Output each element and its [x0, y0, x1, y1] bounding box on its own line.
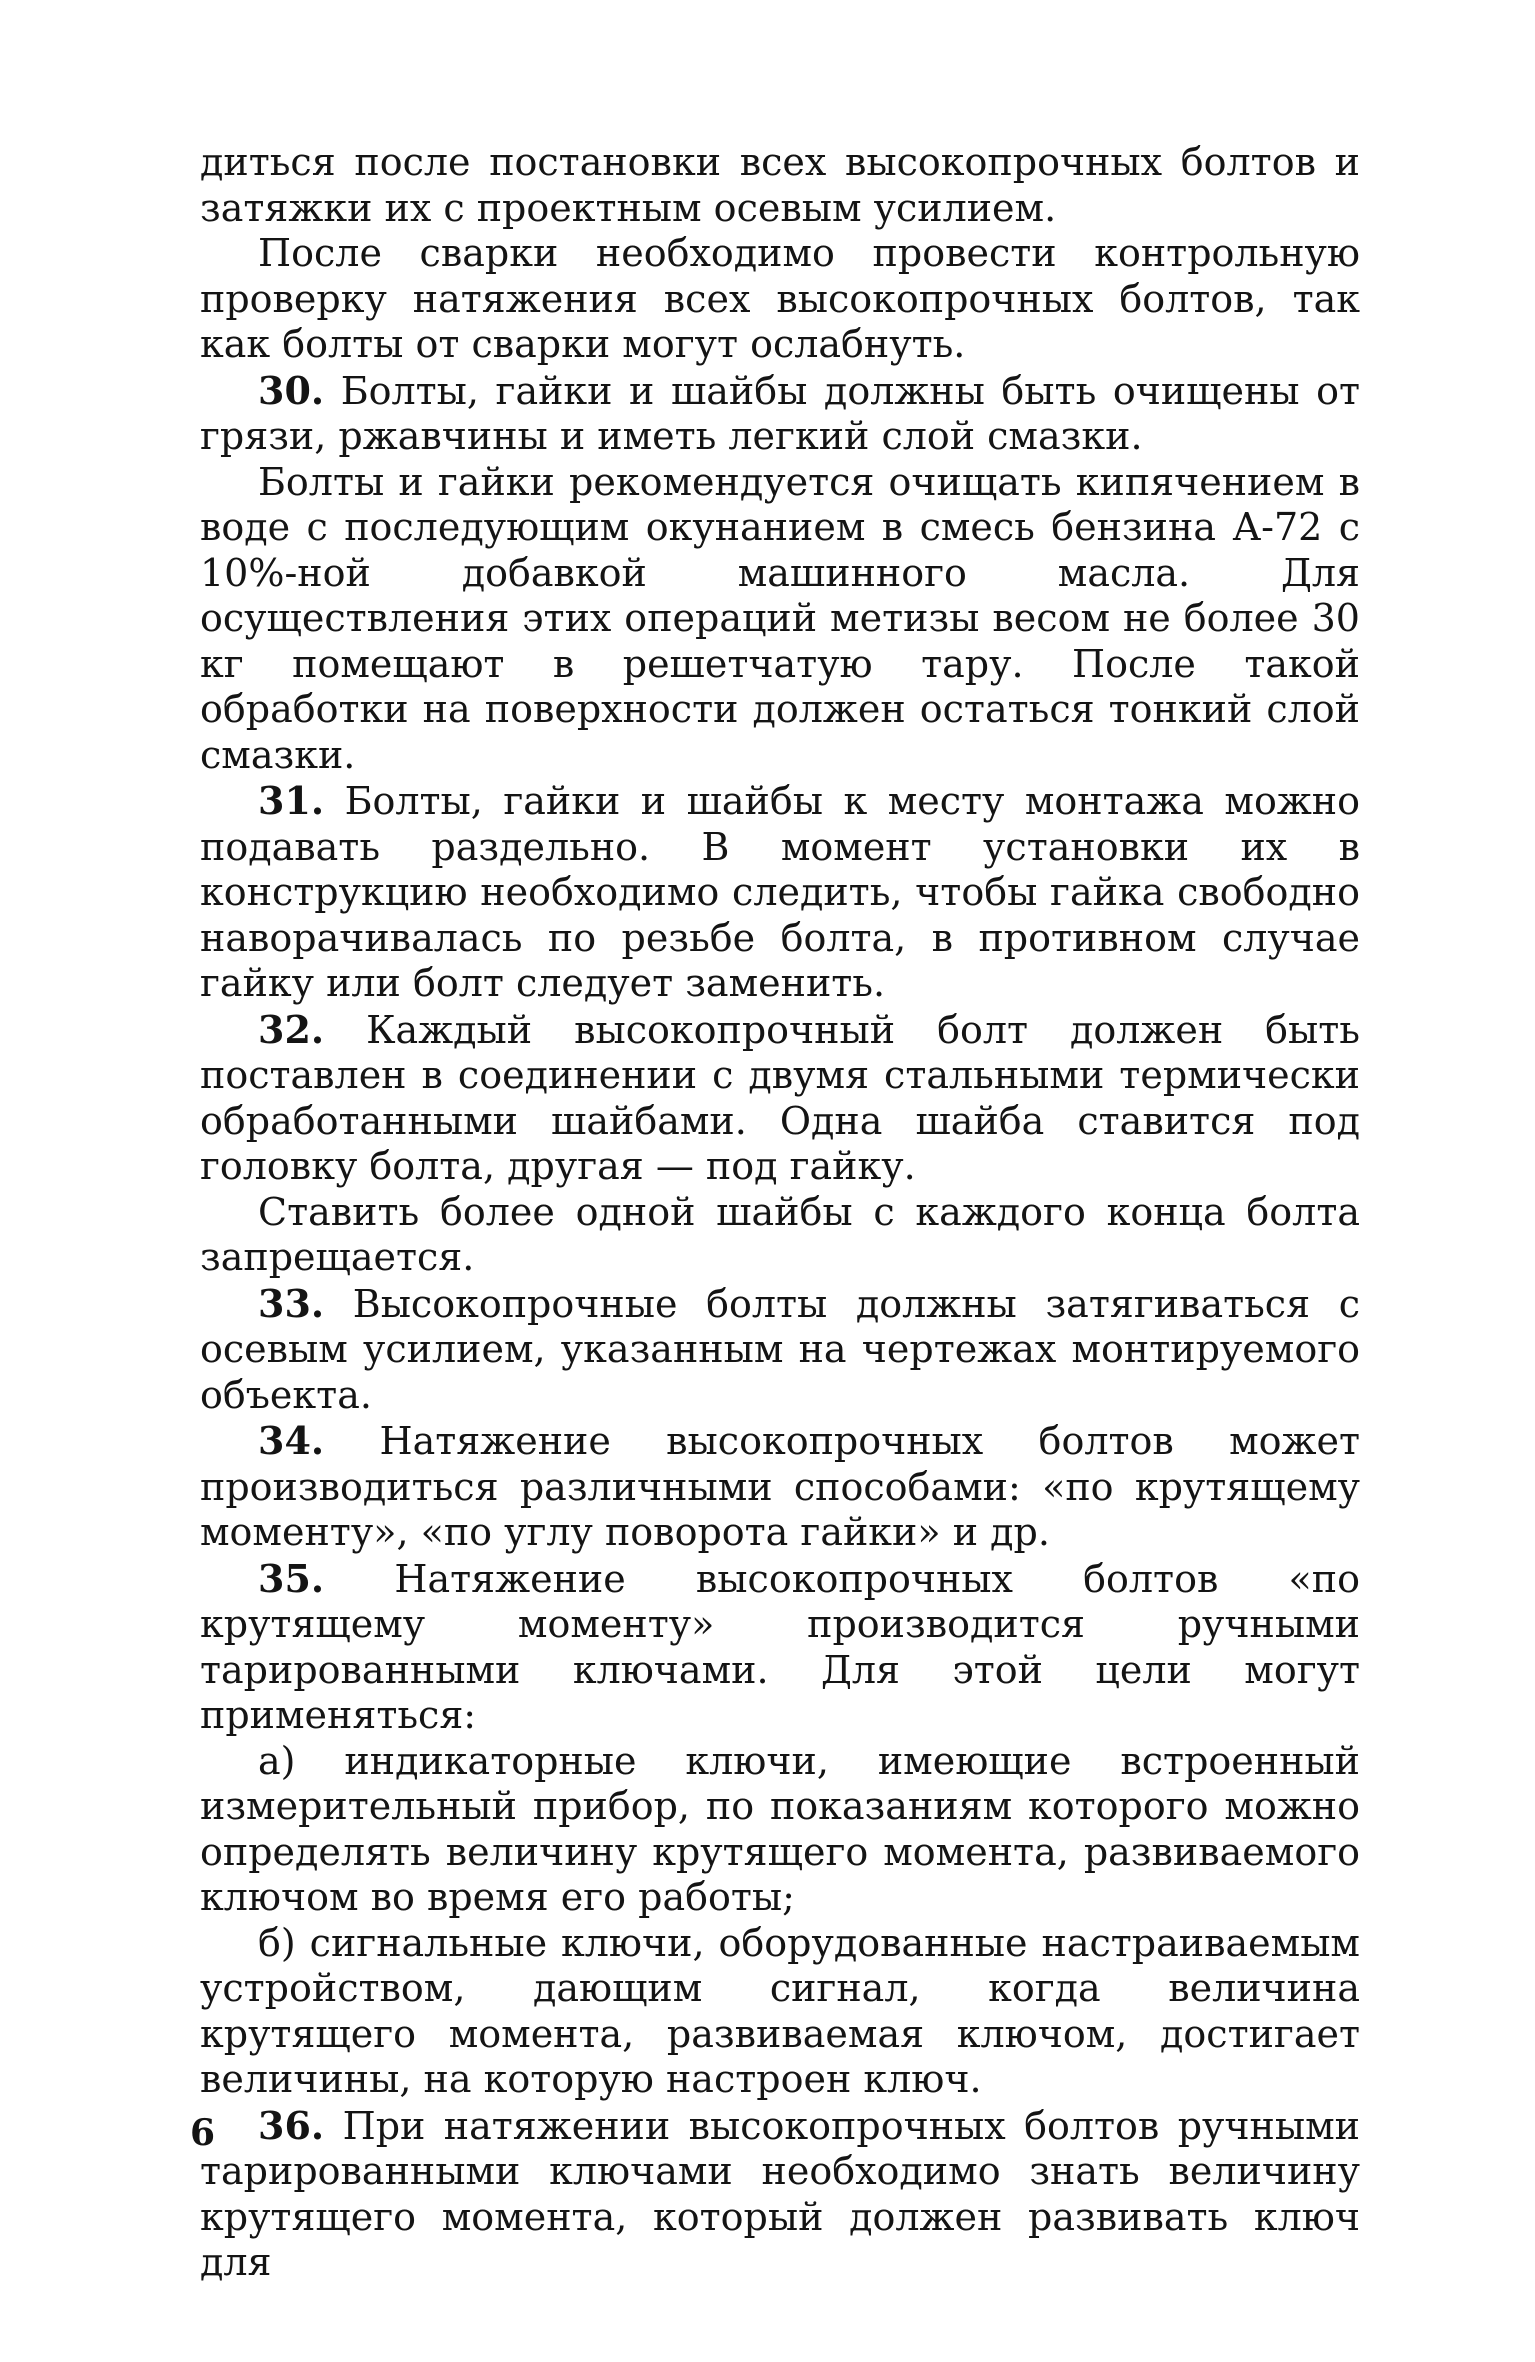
paragraph-text: Болты, гайки и шайбы должны быть очищены от грязи, ржавчины и иметь легкий слой смазки.: [200, 368, 1360, 458]
paragraph-number: 35.: [258, 1555, 325, 1601]
paragraph-number: 34.: [258, 1418, 325, 1463]
paragraph-34: [200, 1418, 1360, 1556]
paragraph-number: 36.: [258, 2102, 325, 2148]
paragraph-text: Каждый высокопрочный болт должен быть поставлен в соединении с двумя стальными термически обработанными шайбами. Одна шайба ставится под головку болта, другая — под гайку.: [200, 1007, 1360, 1188]
paragraph-30: [200, 368, 1360, 460]
paragraph-text: При натяжении высокопрочных болтов ручными тарированными ключами необходимо знать величину крутящего момента, который должен развивать ключ для: [200, 2103, 1360, 2284]
paragraph-text: Высокопрочные болты должны затягиваться с осевым усилием, указанным на чертежах монтируемого объекта.: [200, 1281, 1360, 1417]
paragraph-number: 33.: [258, 1280, 325, 1326]
paragraph-number: 32.: [258, 1006, 325, 1052]
paragraph-31: [200, 778, 1360, 1007]
paragraph-35: [200, 1556, 1360, 1739]
paragraph-number: 30.: [258, 367, 325, 413]
paragraph-continuation: диться после постановки всех высокопрочных болтов и затяжки их с проектным осевым усилием.: [200, 140, 1360, 230]
paragraph-weld-check: После сварки необходимо провести контрольную проверку натяжения всех высокопрочных болтов, так как болты от сварки могут ослабнуть.: [200, 231, 1360, 366]
page-body: [200, 140, 1360, 2286]
paragraph-cleaning: Болты и гайки рекомендуется очищать кипячением в воде с последующим окунанием в смесь бензина А-72 с 10%-ной добавкой машинного масла. Для осуществления этих операций метизы весом не более 30 кг помещают в решетчатую тару. После такой обработки на поверхности должен остаться тонкий слой смазки.: [200, 459, 1360, 777]
paragraph-number: 31.: [258, 778, 325, 823]
paragraph-36: [200, 2103, 1360, 2286]
paragraph-32: [200, 1007, 1360, 1190]
paragraph-33: [200, 1281, 1360, 1419]
paragraph-text: Болты, гайки и шайбы к месту монтажа можно подавать раздельно. В момент установки их в конструкцию необходимо следить, чтобы гайка свободно наворачивалась по резьбе болта, в противном случае гайку или болт следует заменить.: [200, 779, 1360, 1005]
paragraph-washers: Ставить более одной шайбы с каждого конца болта запрещается.: [200, 1189, 1360, 1279]
paragraph-text: Натяжение высокопрочных болтов может производиться различными способами: «по крутящему моменту», «по углу поворота гайки» и др.: [200, 1419, 1360, 1554]
list-item-a: а) индикаторные ключи, имеющие встроенный измерительный прибор, по показаниям которого можно определять величину крутящего момента, развиваемого ключом во время его работы;: [200, 1738, 1360, 1919]
paragraph-text: Натяжение высокопрочных болтов «по крутящему моменту» производится ручными тарированными ключами. Для этой цели могут применяться:: [200, 1556, 1360, 1737]
page-number: 6: [190, 2112, 216, 2154]
list-item-b: б) сигнальные ключи, оборудованные настраиваемым устройством, дающим сигнал, когда величина крутящего момента, развиваемая ключом, достигает величины, на которую настроен ключ.: [200, 1920, 1360, 2101]
